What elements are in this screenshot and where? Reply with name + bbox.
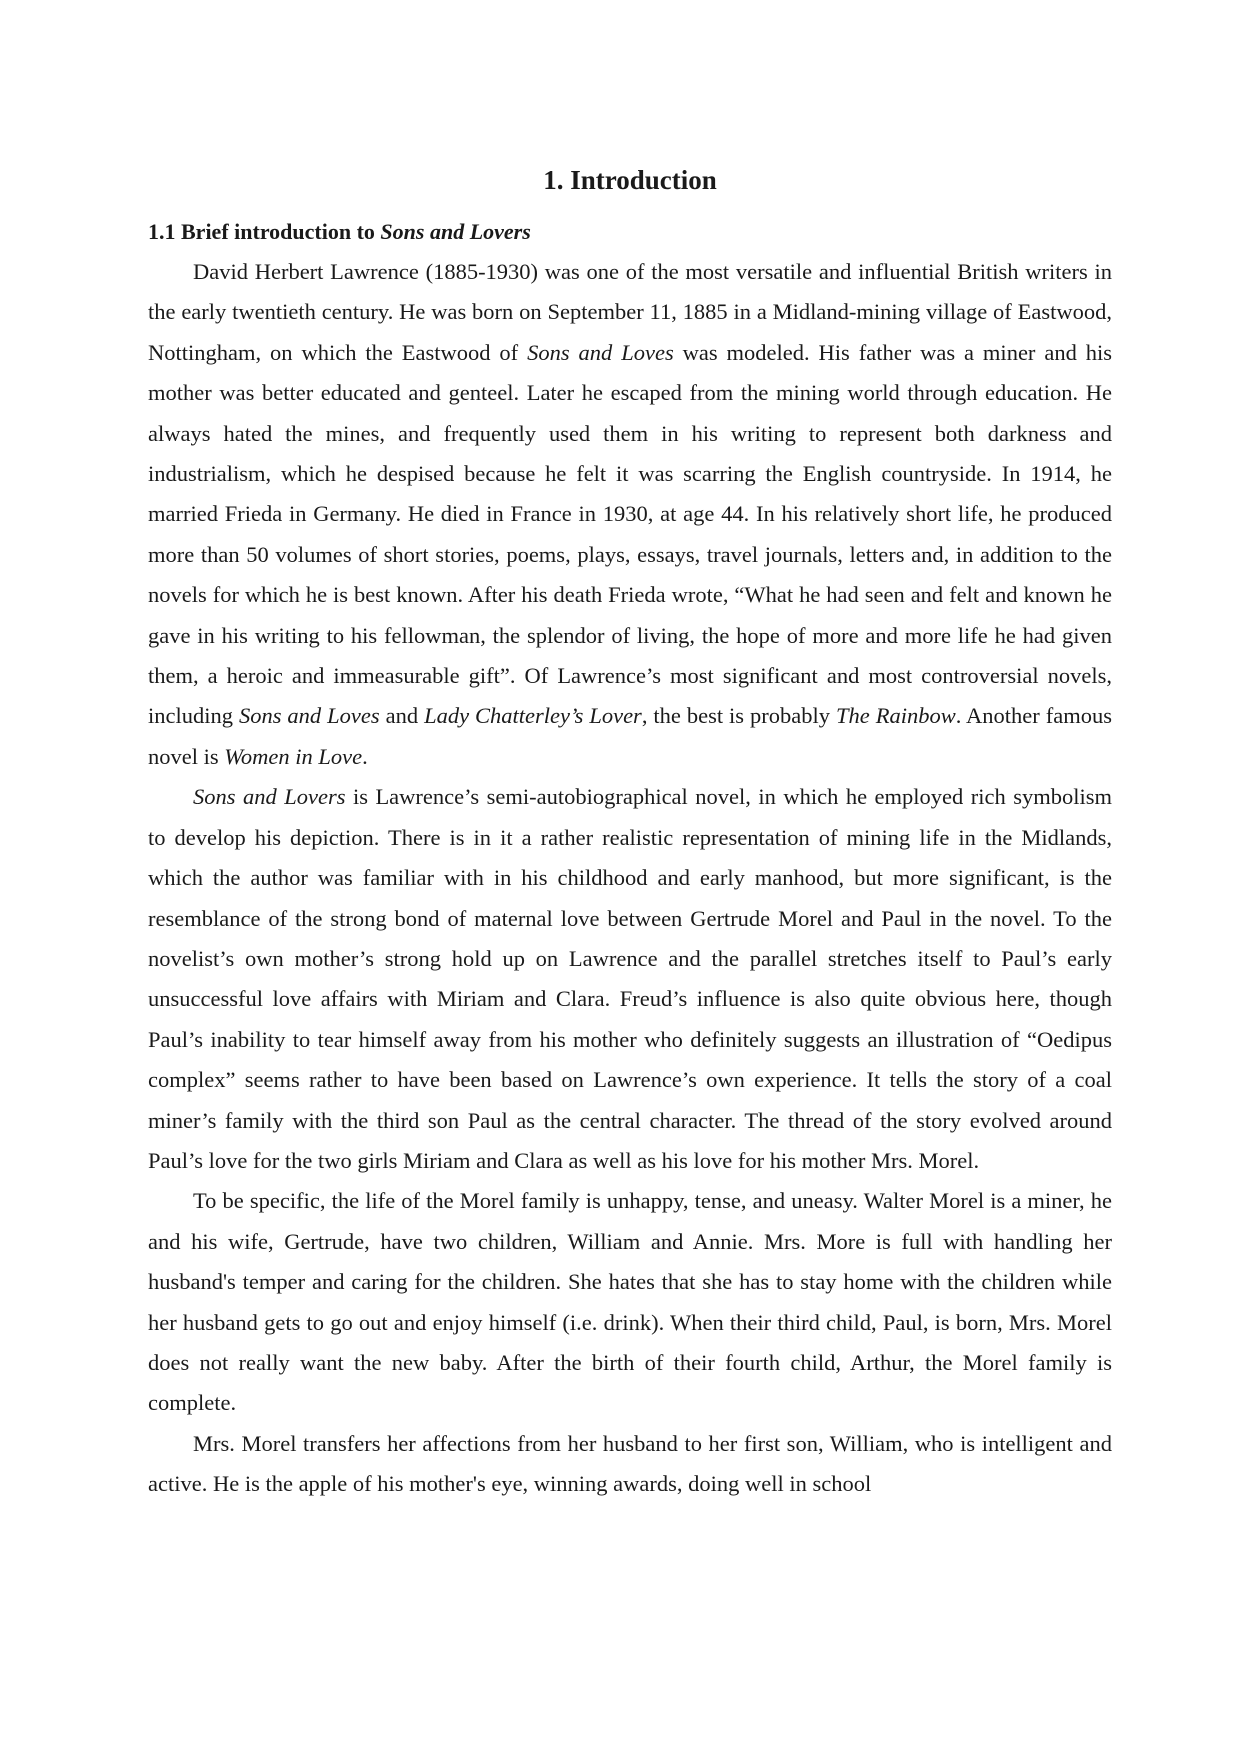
italic-title: Sons and Loves bbox=[527, 339, 674, 365]
paragraph bbox=[148, 252, 1112, 777]
paragraph-text: Mrs. Morel transfers her affections from her husband to her first son, William, who is intelligent and active. He is the apple of his mother's eye, winning awards, doing well in school bbox=[148, 1430, 1112, 1497]
document-page bbox=[148, 160, 1112, 1505]
italic-title: Sons and Lovers bbox=[193, 784, 346, 810]
section-heading-text: 1.1 Brief introduction to bbox=[148, 219, 381, 244]
paragraph-text: was modeled. His father was a miner and his mother was better educated and genteel. Later he escaped from the mining world through education. He always hated the mines, and frequently used them in his writing to represent both darkness and industrialism, which he despised because he felt it was scarring the English countryside. In 1914, he married Frieda in Germany. He died in France in 1930, at age 44. In his relatively short life, he produced more than 50 volumes of short stories, poems, plays, essays, travel journals, letters and, in addition to the novels for which he is best known. After his death Frieda wrote, “What he had seen and felt and known he gave in his writing to his fellowman, the splendor of living, the hope of more and more life he had given them, a heroic and immeasurable gift”. Of Lawrence’s most significant and most controversial novels, including bbox=[148, 339, 1113, 729]
paragraph-text: . Another famous novel is bbox=[148, 703, 1112, 769]
paragraph-text: David Herbert Lawrence (1885-1930) was one of the most versatile and influential British writers in the early twentieth century. He was born on September 11, 1885 in a Midland-mining village of Eastwood, Nottingham, on which the Eastwood of bbox=[148, 259, 1112, 365]
italic-title: Lady Chatterley’s Lover bbox=[424, 703, 642, 729]
chapter-title: 1. Introduction bbox=[543, 165, 717, 195]
body-text bbox=[148, 252, 1112, 1505]
italic-title: The Rainbow bbox=[835, 703, 956, 729]
italic-title: Sons and Loves bbox=[238, 703, 380, 729]
paragraph bbox=[148, 1181, 1112, 1423]
italic-title: Women in Love bbox=[224, 743, 363, 769]
paragraph bbox=[148, 1424, 1112, 1505]
paragraph-text: To be specific, the life of the Morel family is unhappy, tense, and uneasy. Walter Morel is a miner, he and his wife, Gertrude, have two children, William and Annie. Mrs. More is full with handling her husband's temper and caring for the children. She hates that she has to stay home with the children while her husband gets to go out and enjoy himself (i.e. drink). When their third child, Paul, is born, Mrs. Morel does not really want the new baby. After the birth of their fourth child, Arthur, the Morel family is complete. bbox=[148, 1188, 1112, 1416]
paragraph-text: , the best is probably bbox=[641, 703, 836, 729]
section-heading-book-title: Sons and Lovers bbox=[380, 219, 531, 244]
section-heading bbox=[148, 212, 1112, 252]
paragraph bbox=[148, 777, 1112, 1181]
paragraph-text: . bbox=[362, 743, 368, 769]
paragraph-text: and bbox=[379, 703, 425, 729]
paragraph-text: is Lawrence’s semi-autobiographical novel, in which he employed rich symbolism to develop his depiction. There is in it a rather realistic representation of mining life in the Midlands, which the author was familiar with in his childhood and early manhood, but more significant, is the resemblance of the strong bond of maternal love between Gertrude Morel and Paul in the novel. To the novelist’s own mother’s strong hold up on Lawrence and the parallel stretches itself to Paul’s early unsuccessful love affairs with Miriam and Clara. Freud’s influence is also quite obvious here, though Paul’s inability to tear himself away from his mother who definitely suggests an illustration of “Oedipus complex” seems rather to have been based on Lawrence’s own experience. It tells the story of a coal miner’s family with the third son Paul as the central character. The thread of the story evolved around Paul’s love for the two girls Miriam and Clara as well as his love for his mother Mrs. Morel. bbox=[148, 784, 1112, 1173]
